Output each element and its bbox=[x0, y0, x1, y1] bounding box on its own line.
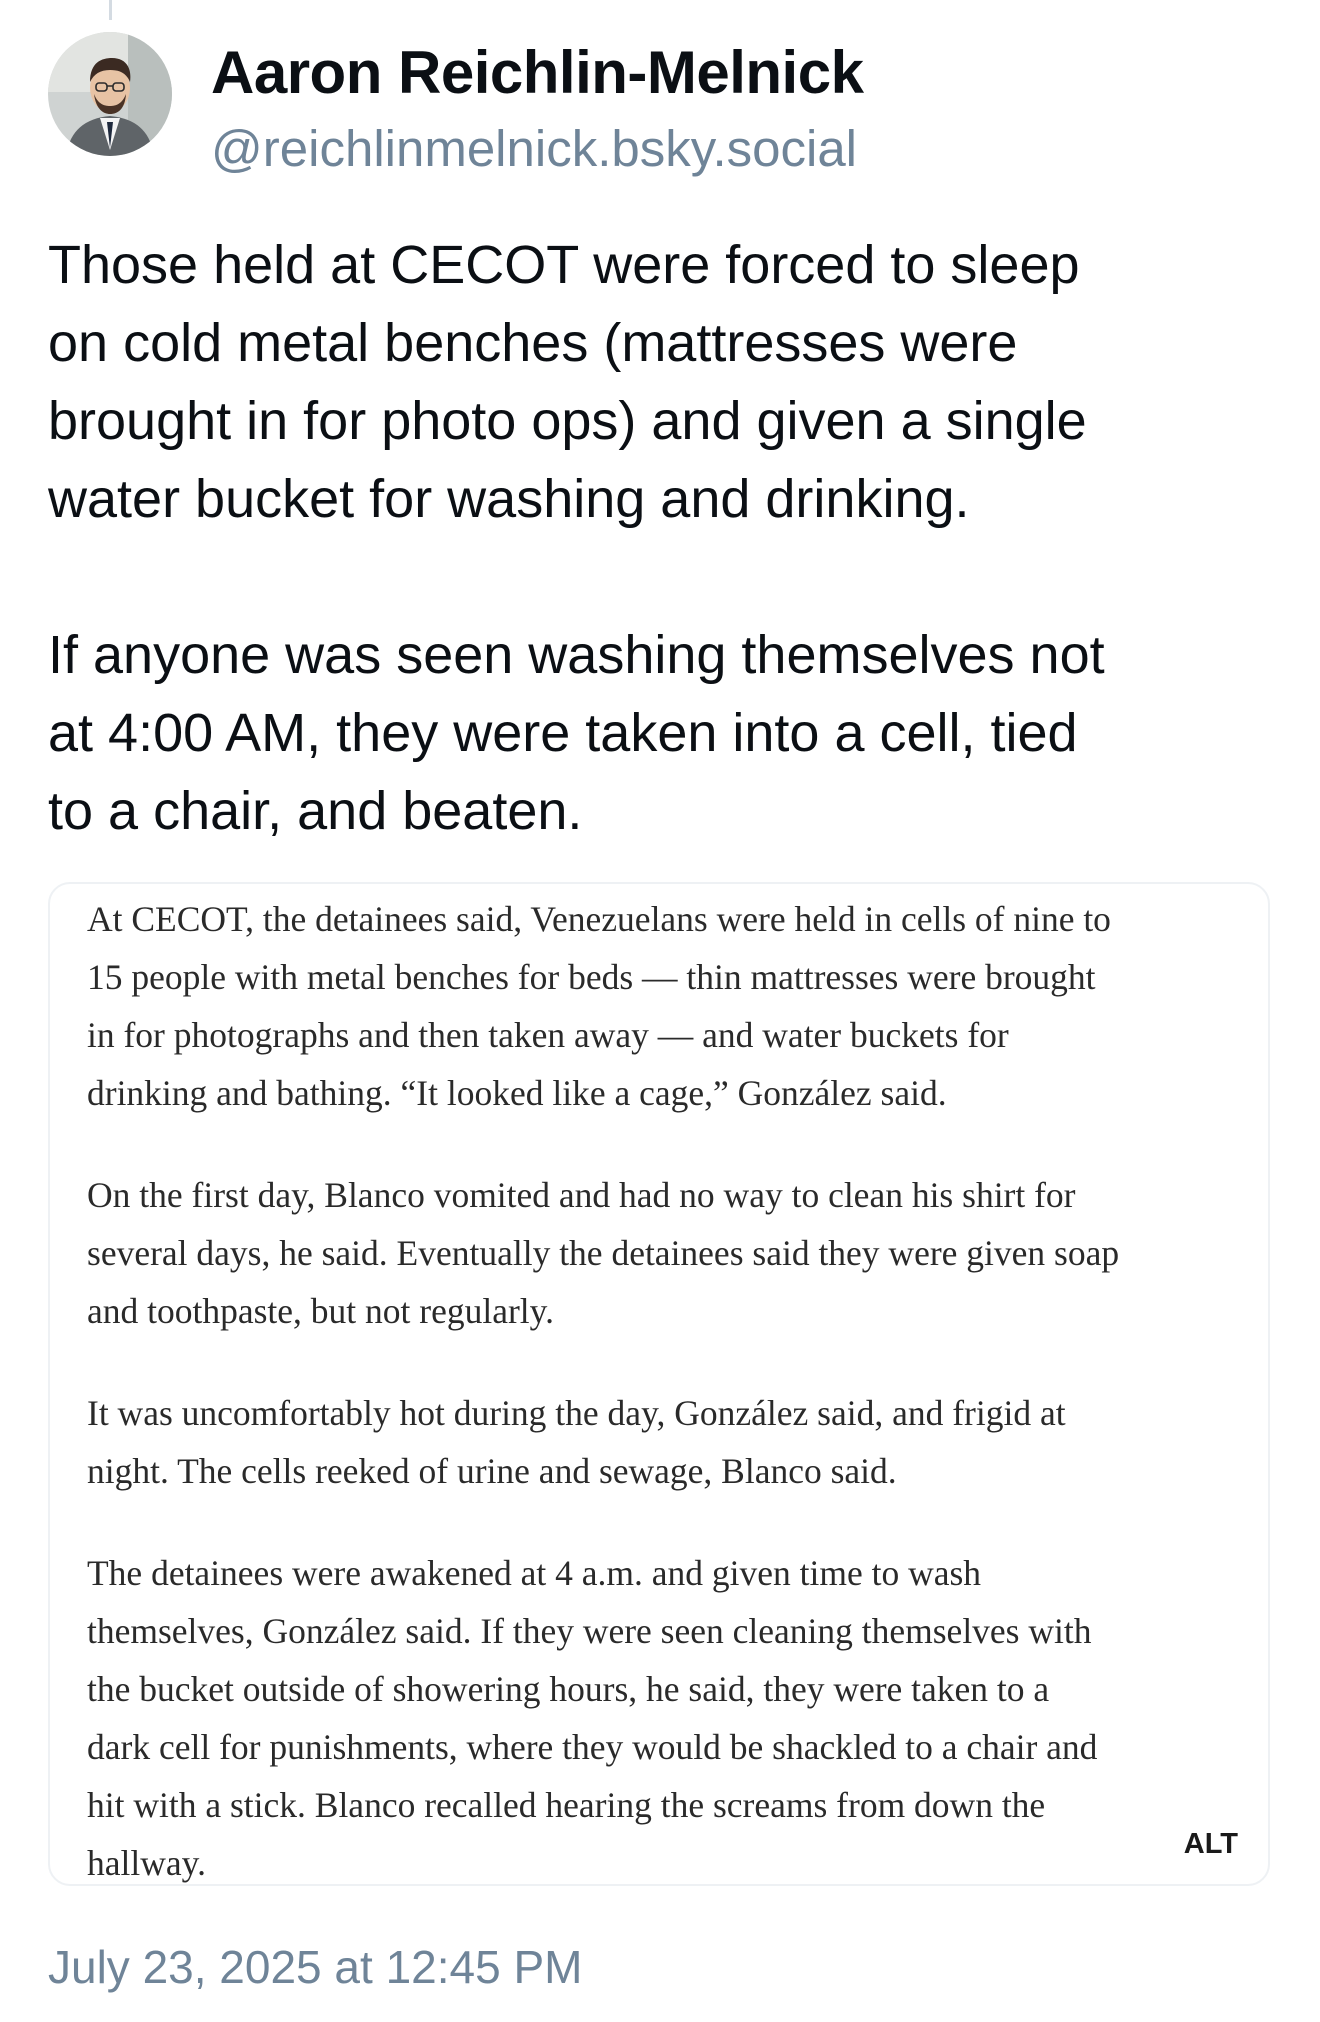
article-excerpt bbox=[87, 890, 1247, 1886]
excerpt-paragraph: On the first day, Blanco vomited and had no way to clean his shirt for several days, he said. Eventually the detainees said they were given soap and toothpaste, but not regularly. bbox=[87, 1175, 1120, 1331]
post-timestamp[interactable]: July 23, 2025 at 12:45 PM bbox=[48, 1941, 583, 1993]
alt-text-button[interactable]: ALT bbox=[1172, 1820, 1250, 1868]
excerpt-paragraph: It was uncomfortably hot during the day, González said, and frigid at night. The cells reeked of urine and sewage, Blanco said. bbox=[87, 1393, 1066, 1491]
author-display-name[interactable]: Aaron Reichlin-Melnick bbox=[211, 39, 864, 106]
excerpt-paragraph: At CECOT, the detainees said, Venezuelans were held in cells of nine to 15 people with metal benches for beds — thin mattresses were brought in for photographs and then taken away — and water buckets for drinking and bathing. “It looked like a cage,” González said. bbox=[87, 899, 1111, 1113]
post-paragraph: Those held at CECOT were forced to sleep on cold metal benches (mattresses were brought in for photo ops) and given a single water bucket for washing and drinking. bbox=[48, 235, 1087, 529]
excerpt-paragraph: The detainees were awakened at 4 a.m. and given time to wash themselves, González said. If they were seen cleaning themselves with the bucket outside of showering hours, he said, they were taken to a dark cell for punishments, where they would be shackled to a chair and hit with a stick. Blanco recalled hearing the screams from down the hallway. bbox=[87, 1553, 1098, 1883]
avatar[interactable] bbox=[48, 32, 172, 156]
avatar-photo-icon bbox=[48, 32, 172, 156]
post-paragraph: If anyone was seen washing themselves not at 4:00 AM, they were taken into a cell, tied to a chair, and beaten. bbox=[48, 625, 1105, 841]
post-text bbox=[48, 226, 1288, 850]
embedded-image[interactable] bbox=[48, 882, 1270, 1886]
thread-connector-line bbox=[109, 0, 112, 20]
author-handle[interactable]: @reichlinmelnick.bsky.social bbox=[211, 120, 858, 177]
